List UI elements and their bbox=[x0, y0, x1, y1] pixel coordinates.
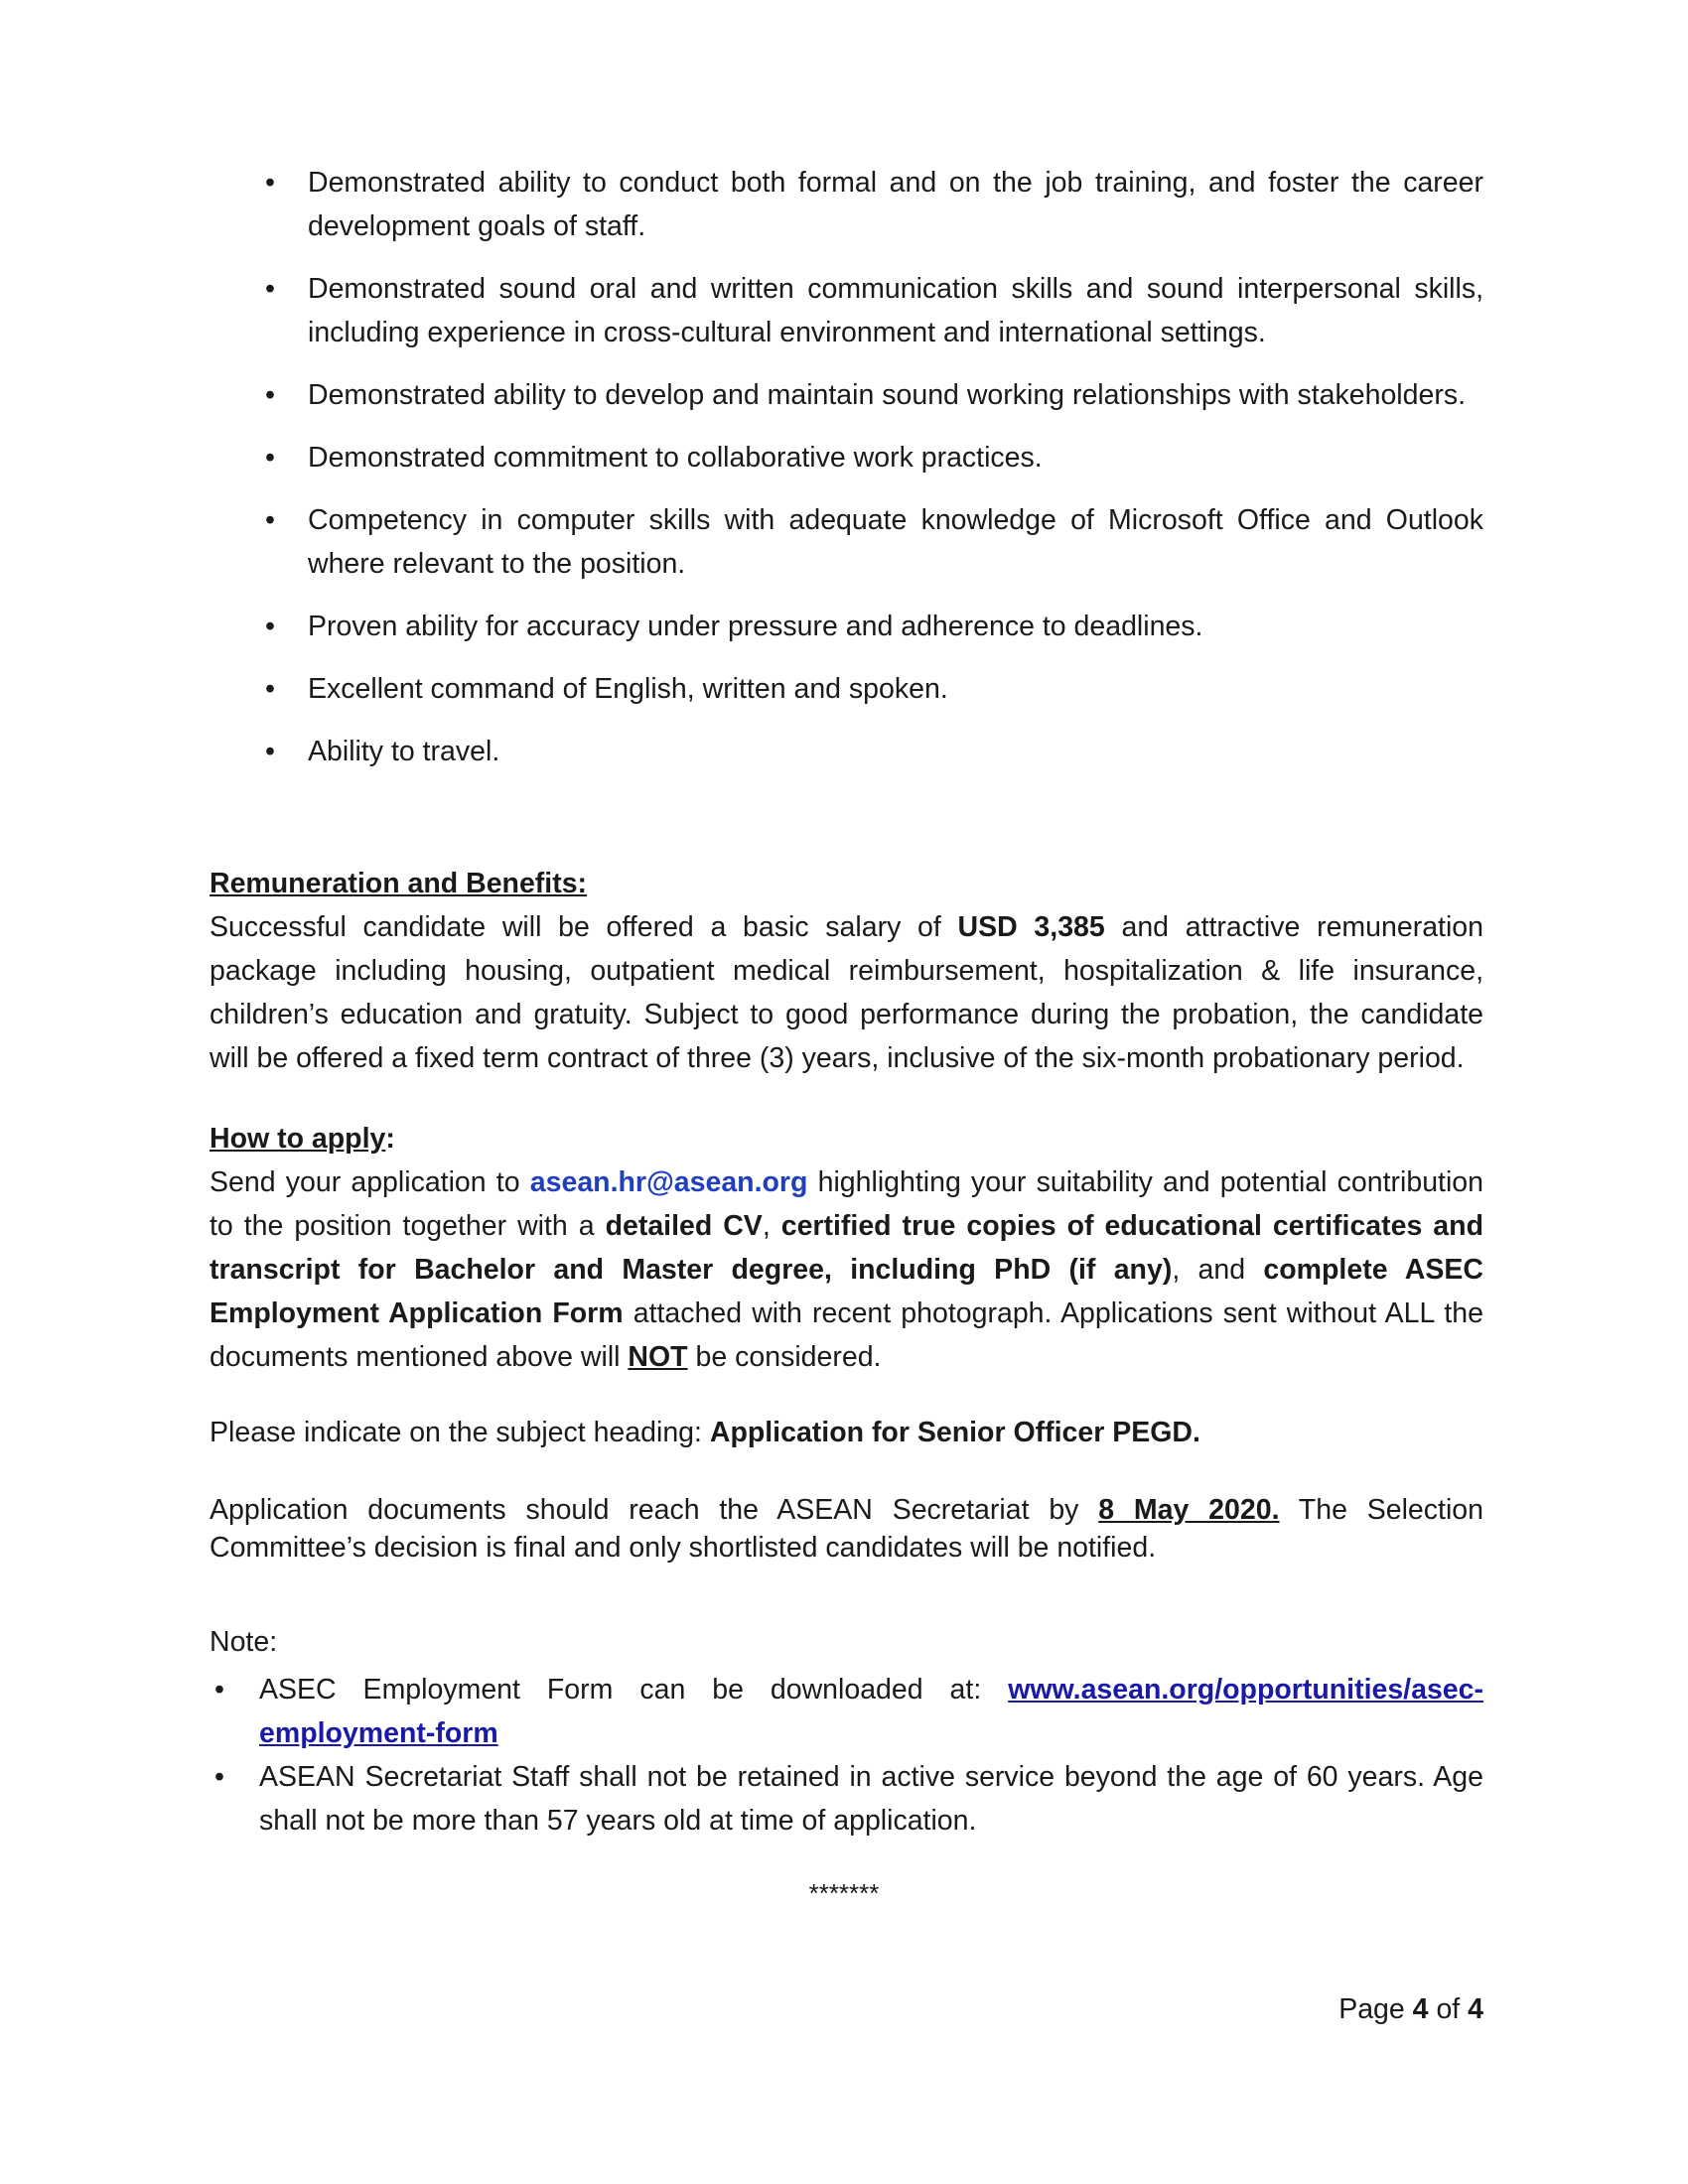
bullet-icon: • bbox=[265, 167, 275, 199]
end-marker: ******* bbox=[808, 1878, 880, 1908]
bullet-icon: • bbox=[265, 736, 275, 767]
list-item: • Demonstrated commitment to collaborative work practices. bbox=[260, 436, 1483, 479]
deadline-section bbox=[210, 1491, 1483, 1567]
not-emphasis: NOT bbox=[628, 1341, 688, 1373]
list-item: • Excellent command of English, written and spoken. bbox=[260, 667, 1483, 711]
bullet-icon: • bbox=[265, 379, 275, 411]
list-item: • Demonstrated ability to develop and maintain sound working relationships with stakeholders. bbox=[260, 373, 1483, 417]
note-list bbox=[210, 1668, 1483, 1843]
email-link[interactable]: asean.hr@asean.org bbox=[529, 1166, 808, 1198]
apply-paragraph: Send your application to asean.hr@asean.org highlighting your suitability and potential contribution to the position together with a detailed CV, certified true copies of educational certificates and transcript for Bachelor and Master degree, including PhD (if any), and complete ASEC Employment Application Form attached with recent photograph. Applications sent without ALL the documents mentioned above will NOT be considered. bbox=[210, 1166, 1483, 1373]
list-item: • Demonstrated sound oral and written communication skills and sound interpersonal skills, including experience in cross-cultural environment and international settings. bbox=[260, 267, 1483, 354]
subject-section bbox=[210, 1411, 1483, 1454]
note-label: Note: bbox=[210, 1626, 278, 1658]
list-item: • ASEAN Secretariat Staff shall not be retained in active service beyond the age of 60 years. Age shall not be more than 57 years old at time of application. bbox=[210, 1755, 1483, 1843]
apply-heading: How to apply: bbox=[210, 1123, 395, 1155]
remuneration-heading: Remuneration and Benefits: bbox=[210, 868, 588, 899]
list-item: • Competency in computer skills with adequate knowledge of Microsoft Office and Outlook where relevant to the position. bbox=[260, 498, 1483, 586]
subject-paragraph: Please indicate on the subject heading: Application for Senior Officer PEGD. bbox=[210, 1417, 1200, 1448]
bullet-icon: • bbox=[265, 442, 275, 474]
requirements-list bbox=[260, 161, 1483, 792]
bullet-icon: • bbox=[265, 673, 275, 705]
bullet-icon: • bbox=[214, 1674, 224, 1706]
list-item: • Ability to travel. bbox=[260, 730, 1483, 773]
remuneration-section bbox=[210, 862, 1483, 1080]
employment-form-link[interactable]: www.asean.org/opportunities/asec-employment-form bbox=[259, 1674, 1483, 1749]
remuneration-paragraph: Successful candidate will be offered a basic salary of USD 3,385 and attractive remuneration package including housing, outpatient medical reimbursement, hospitalization & life insurance, children’s education and gratuity. Subject to good performance during the probation, the candidate will be offered a fixed term contract of three (3) years, inclusive of the six-month probationary period. bbox=[210, 911, 1484, 1074]
apply-section bbox=[210, 1117, 1483, 1379]
list-item: • Demonstrated ability to conduct both formal and on the job training, and foster the career development goals of staff. bbox=[260, 161, 1483, 248]
bullet-icon: • bbox=[265, 611, 275, 642]
deadline-paragraph: Application documents should reach the ASEAN Secretariat by 8 May 2020. The Selection Committee’s decision is final and only shortlisted candidates will be notified. bbox=[210, 1494, 1483, 1564]
page-number: Page 4 of 4 bbox=[1338, 1993, 1483, 2025]
bullet-icon: • bbox=[265, 504, 275, 536]
deadline-date: 8 May 2020. bbox=[1098, 1494, 1280, 1526]
bullet-icon: • bbox=[214, 1761, 224, 1793]
list-item: • ASEC Employment Form can be downloaded at: www.asean.org/opportunities/asec-employment-form bbox=[210, 1668, 1483, 1755]
list-item: • Proven ability for accuracy under pressure and adherence to deadlines. bbox=[260, 605, 1483, 648]
bullet-icon: • bbox=[265, 273, 275, 305]
salary-value: USD 3,385 bbox=[957, 911, 1105, 943]
